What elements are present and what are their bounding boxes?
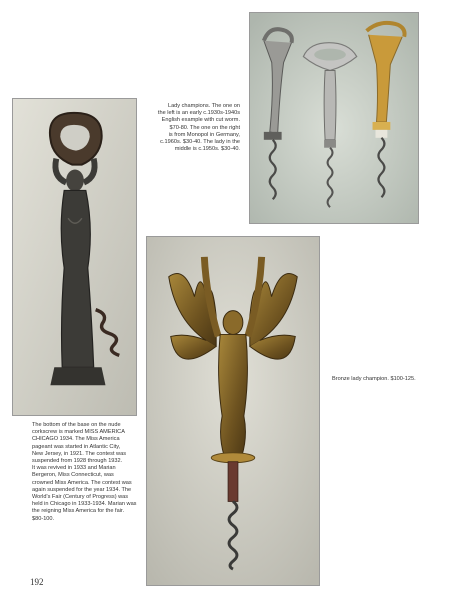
caption-line: It was revived in 1933 and Marian [32, 465, 116, 472]
page-number: 192 [30, 577, 44, 587]
caption-lady-champions [148, 103, 240, 153]
caption-line: again suspended for the year 1934. The [32, 486, 132, 493]
caption-line: English example with cut worm. [161, 117, 240, 124]
caption-line: the left is an early c.1930s-1940s [157, 110, 240, 117]
caption-miss-america [32, 422, 138, 523]
caption-line: middle is c.1950s. $30-40. [174, 146, 240, 153]
photo-three-lady-champions [249, 12, 419, 224]
caption-line: World's Fair (Century of Progress) was [32, 494, 129, 501]
caption-line: Lady champions. The one on [167, 103, 240, 109]
caption-line: The bottom of the base on the nude [32, 422, 121, 428]
caption-line: $80-100. [32, 515, 55, 522]
caption-line: is from Monopol in Germany, [168, 131, 240, 138]
caption-line: Bergeron, Miss Connecticut, was [32, 472, 114, 479]
caption-line: held in Chicago in 1933-1934. Marian was [32, 501, 137, 508]
caption-line: crowned Miss America. The contest was [32, 479, 132, 486]
caption-line: $70-80. The one on the right [169, 124, 240, 131]
caption-line: CHICAGO 1934. The Miss America [32, 436, 120, 443]
caption-line: corkscrew is marked MISS AMERICA [32, 429, 125, 436]
photo-bronze-lady-champion [146, 236, 320, 586]
caption-bronze-lady-champion: Bronze lady champion. $100-125. [332, 376, 416, 382]
caption-line: suspended from 1928 through 1932. [32, 458, 123, 465]
caption-line: the reigning Miss America for the fair. [32, 508, 125, 515]
photo-miss-america-corkscrew [12, 98, 137, 416]
caption-line: pageant was started in Atlantic City, [32, 443, 121, 450]
caption-line: c.1960s. $30-40. The lady in the [160, 139, 240, 146]
caption-line: New Jersey, in 1921. The contest was [32, 450, 127, 457]
